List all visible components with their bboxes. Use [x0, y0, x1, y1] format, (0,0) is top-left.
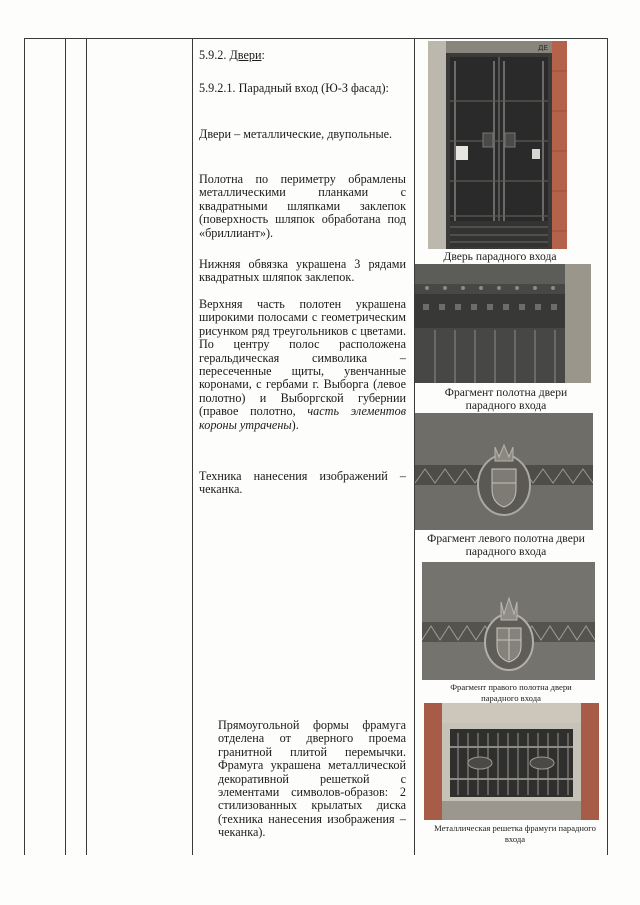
- paragraph-transom: Прямоугольной формы фрамуга отделена от дверного проема гранитной плитой перемычки. Фрамуга украшена металлической декоративной решеткой с элементами символов-образов: 2 стилизованных крылатых диска (техника нанесения изображения – чеканка).: [218, 718, 406, 840]
- caption-main-door: Дверь парадного входа: [443, 250, 557, 263]
- paragraph-technique: Техника нанесения изображений – чеканка.: [199, 469, 406, 497]
- section-heading-title: Двери: [229, 48, 262, 62]
- caption-door-fragment: Фрагмент полотна двери парадного входа: [444, 386, 568, 412]
- paragraph-doors-type: Двери – металлические, двупольные.: [199, 127, 393, 141]
- photo-left-panel: [415, 413, 593, 530]
- section-heading: 5.9.2. Двери:: [199, 48, 265, 62]
- paragraph-upper-decor: Верхняя часть полотен украшена широкими полосами с геометрическим рисунком ряд треугольников с цветами. По центру полос расположена геральдическая символика – пересеченные щиты, увенчанные коронами, с гербами г. Выборга (левое полотно) и Выборгской губернии (правое полотно, часть элементов короны утрачены).: [199, 297, 406, 432]
- photo-right-panel: [422, 562, 595, 680]
- caption-left-panel: Фрагмент левого полотна двери парадного входа: [427, 532, 585, 558]
- paragraph-upper-decor-note: часть элементов короны утрачены: [199, 404, 406, 432]
- column-divider-1: [65, 38, 66, 855]
- paragraph-main-entrance: 5.9.2.1. Парадный вход (Ю-З фасад):: [199, 81, 389, 95]
- caption-right-panel: Фрагмент правого полотна двери парадного входа: [450, 682, 572, 703]
- column-divider-3: [192, 38, 193, 855]
- photo-transom-grille: [424, 703, 599, 820]
- photo-door-fragment: [415, 264, 591, 383]
- photo-main-door: [428, 41, 567, 249]
- door-sign-text: ДЕ: [538, 44, 548, 52]
- column-divider-2: [86, 38, 87, 855]
- paragraph-door-frame: Полотна по периметру обрамлены металлическими планками с квадратными шляпками заклепок (поверхность шляпок обработана под «бриллиант»).: [199, 172, 406, 240]
- caption-transom-grille: Металлическая решетка фрамуги парадного входа: [434, 823, 596, 844]
- paragraph-lower-rail: Нижняя обвязка украшена 3 рядами квадратных шляпок заклепок.: [199, 257, 406, 285]
